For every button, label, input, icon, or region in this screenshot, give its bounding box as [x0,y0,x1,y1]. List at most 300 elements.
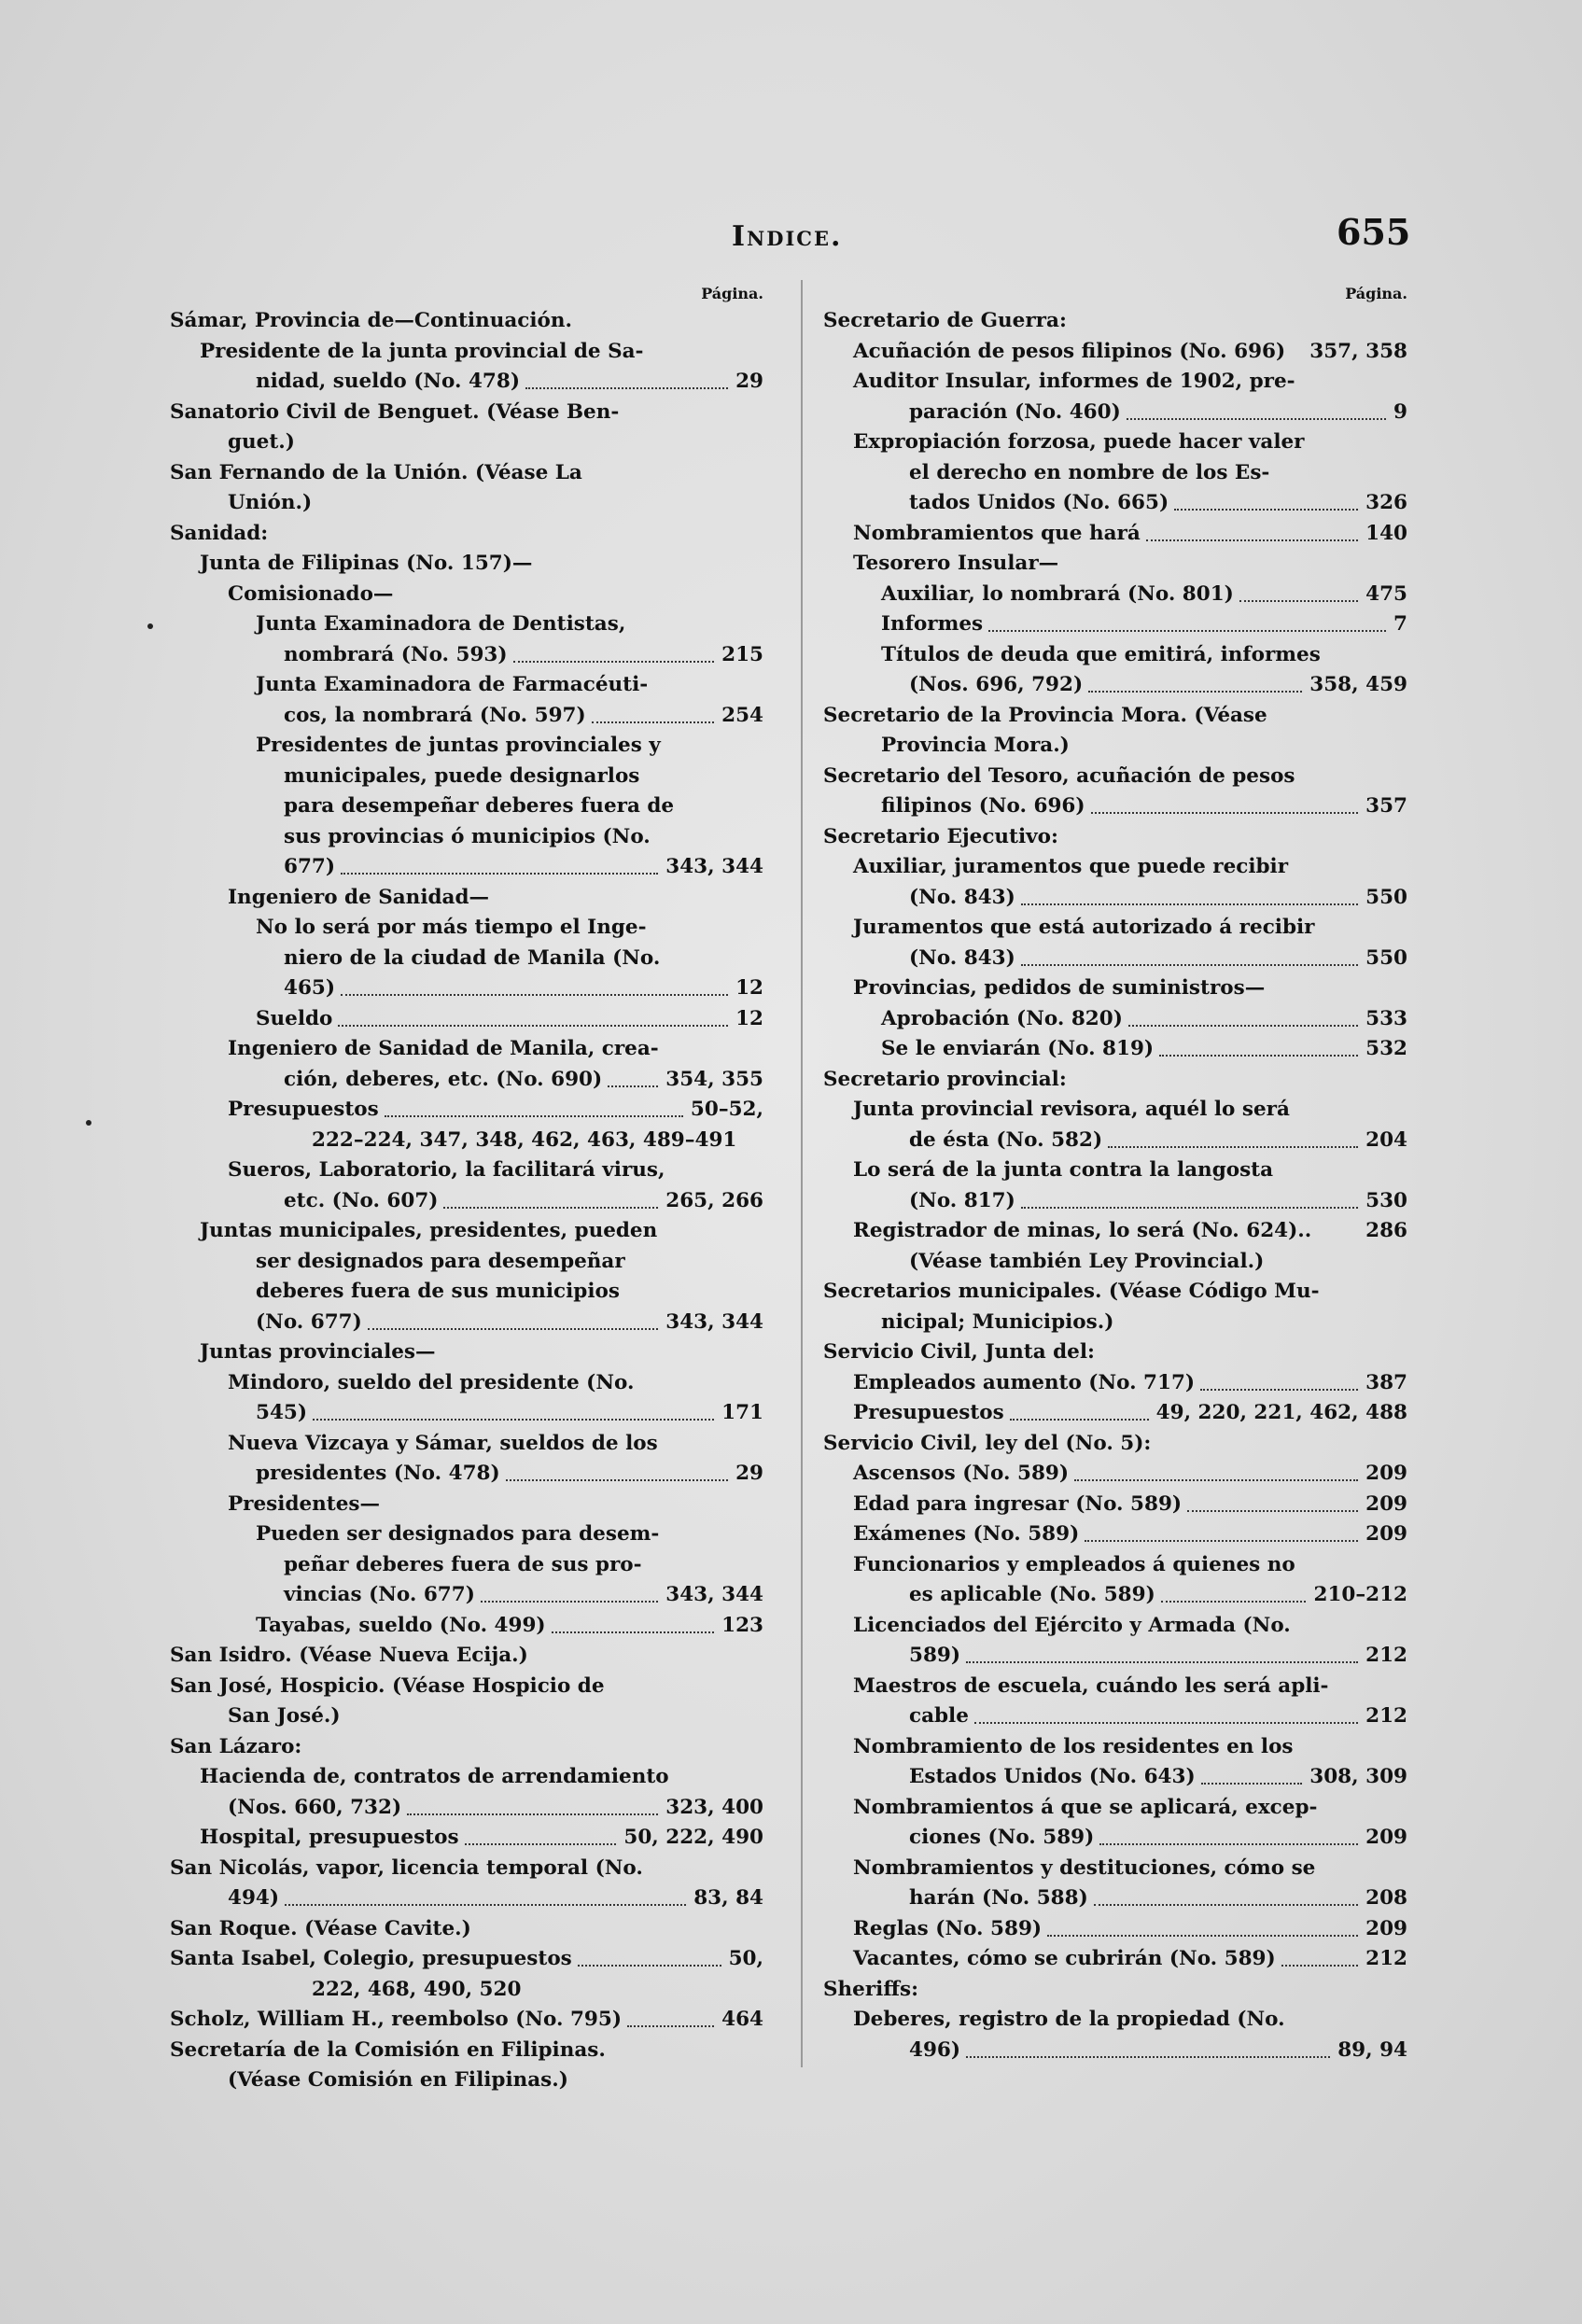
entry-text: ción, deberes, etc. (No. 690) [284,1067,603,1091]
left-entry-list [157,306,763,2096]
right-column [810,282,1407,2065]
page-reference: 83, 84 [693,1886,763,1910]
index-entry-line [157,1155,763,1186]
entry-text: Tayabas, sueldo (No. 499) [256,1613,546,1637]
index-entry-line [157,1247,763,1278]
entry-text: 494) [228,1886,280,1910]
index-entry-line [157,609,763,640]
entry-text: nicipal; Municipios.) [881,1309,1114,1334]
specks-mark [86,1120,91,1126]
page-reference: 209 [1365,1826,1407,1849]
entry-text: harán (No. 588) [909,1886,1088,1910]
dot-leader [481,1580,658,1603]
dot-leader [1159,1034,1358,1057]
entry-text: Junta provincial revisora, aquél lo será [853,1098,1290,1121]
entry-text: 496) [909,2037,961,2062]
dot-leader [513,640,714,663]
entry-text: Presidentes— [228,1491,381,1516]
index-entry-line [810,1034,1407,1065]
entry-text: Junta de Filipinas (No. 157)— [200,552,533,575]
entry-text: municipales, puede designarlos [284,763,640,788]
entry-text: Pueden ser designados para desem- [256,1522,660,1546]
entry-text: Auxiliar, juramentos que puede recibir [853,855,1289,878]
index-entry-line [810,762,1407,792]
index-entry-line [157,306,763,337]
entry-text: ciones (No. 589) [909,1826,1095,1849]
index-entry-line [810,1398,1407,1429]
index-entry-line [810,1155,1407,1186]
entry-text: Sámar, Provincia de—Continuación. [170,309,572,332]
index-entry-line [810,1337,1407,1368]
index-entry-line [157,1550,763,1581]
entry-text: de ésta (No. 582) [909,1127,1103,1152]
index-entry-line [810,701,1407,732]
dot-leader [1085,1519,1358,1542]
entry-text: San Lázaro: [170,1734,302,1758]
index-entry-line [157,1672,763,1702]
dot-leader [966,1641,1358,1663]
page-reference: 530 [1365,1188,1407,1212]
entry-text: San Isidro. (Véase Nueva Ecija.) [170,1644,528,1667]
index-entry-line [157,762,763,792]
dot-leader [338,1004,728,1027]
entry-text: San Roque. (Véase Cavite.) [170,1916,471,1940]
entry-text: Ingeniero de Sanidad de Manila, crea- [228,1037,659,1060]
index-entry-line [157,1823,763,1854]
entry-text: Reglas (No. 589) [853,1916,1043,1940]
index-entry-line [810,1975,1407,2006]
dot-leader [552,1611,714,1633]
specks-mark [147,623,153,629]
page-reference: 171 [721,1401,763,1424]
index-entry-line [810,1216,1407,1247]
index-entry-line [157,488,763,519]
index-entry-line [157,883,763,914]
index-entry-line [157,1641,763,1672]
dot-leader [465,1823,616,1845]
entry-text: Estados Unidos (No. 643) [909,1765,1196,1788]
index-entry-line [157,2065,763,2096]
page-reference: 343, 344 [665,855,763,878]
entry-text: Unión.) [228,491,313,514]
entry-text: Mindoro, sueldo del presidente (No. [228,1370,635,1394]
entry-text: Sueldo [256,1006,333,1030]
index-entry-line [810,1914,1407,1945]
entry-text: es aplicable (No. 589) [909,1583,1155,1606]
dot-leader [368,1308,658,1330]
entry-text: deberes fuera de sus municipios [256,1280,620,1303]
page-reference: 550 [1365,885,1407,909]
page-reference: 387 [1365,1370,1407,1394]
index-entry-line [157,427,763,458]
index-entry-line [157,791,763,822]
index-entry-line [157,367,763,398]
entry-text: Aprobación (No. 820) [881,1006,1123,1030]
index-entry-line [157,852,763,883]
page-reference: 212 [1365,1947,1407,1970]
entry-text: No lo será por más tiempo el Inge- [256,916,647,939]
page-reference: 209 [1365,1491,1407,1516]
entry-text: Hospital, presupuestos [200,1826,459,1849]
entry-text: (No. 843) [909,945,1015,970]
dot-leader [1127,398,1386,420]
page-reference: 215 [721,642,763,666]
index-entry-line [810,1095,1407,1126]
index-entry-line [810,1641,1407,1672]
entry-text: San Nicolás, vapor, licencia temporal (No. [170,1855,643,1880]
left-column-label: Página. [701,285,763,302]
index-entry-line [810,1883,1407,1914]
dot-leader [1047,1914,1358,1937]
index-entry-line [157,1004,763,1035]
index-entry-line [810,1823,1407,1854]
page-reference: 354, 355 [665,1067,763,1091]
dot-leader [1281,1944,1358,1967]
dot-leader [627,2005,714,2027]
index-entry-line [810,1126,1407,1156]
dot-leader [1021,1186,1358,1209]
index-entry-line [810,670,1407,701]
left-column [157,282,763,2096]
entry-text: Auxiliar, lo nombrará (No. 801) [881,581,1234,606]
dot-leader [1021,944,1358,966]
index-entry-line [157,1126,763,1156]
index-entry-line [157,1308,763,1338]
entry-text: Sueros, Laboratorio, la facilitará virus, [228,1158,665,1182]
entry-text: Secretaría de la Comisión en Filipinas. [170,2037,606,2062]
page-reference: 358, 459 [1309,673,1407,696]
entry-text: Secretario de Guerra: [823,309,1067,332]
dot-leader [407,1793,658,1815]
entry-text: (Nos. 696, 792) [909,673,1084,696]
index-entry-line [157,519,763,550]
index-entry-line [810,1580,1407,1611]
dot-leader [341,852,658,875]
page-reference: 204 [1365,1127,1407,1152]
entry-text: Tesorero Insular— [853,552,1059,575]
index-entry-line [157,549,763,580]
entry-text: niero de la ciudad de Manila (No. [284,945,661,970]
entry-text: Maestros de escuela, cuándo les será apli- [853,1673,1329,1698]
index-entry-line [810,640,1407,671]
entry-text: Lo será de la junta contra la langosta [853,1158,1274,1182]
dot-leader [1187,1490,1358,1512]
entry-text: 545) [256,1401,308,1424]
index-entry-line [810,1519,1407,1550]
entry-text: (No. 817) [909,1188,1015,1212]
entry-text: Servicio Civil, ley del (No. 5): [823,1431,1152,1455]
index-entry-line [157,2005,763,2036]
entry-text: Nombramientos á que se aplicará, excep- [853,1795,1318,1819]
page-reference: 209 [1365,1916,1407,1940]
dot-leader [385,1095,683,1117]
dot-leader [1099,1823,1358,1845]
index-entry-line [810,1732,1407,1763]
dot-leader [1128,1004,1358,1027]
entry-text: el derecho en nombre de los Es- [909,460,1270,484]
entry-text: Exámenes (No. 589) [853,1522,1080,1546]
index-entry-line [157,944,763,974]
index-entry-line [810,488,1407,519]
page-reference: 29 [735,1462,763,1485]
entry-text: Acuñación de pesos filipinos (No. 696) [853,339,1286,363]
index-entry-line [157,640,763,671]
column-divider [801,280,803,2067]
page-reference: 357, 358 [1309,339,1407,363]
dot-leader [443,1186,658,1209]
entry-text: Juntas provinciales— [200,1340,436,1364]
page-reference: 308, 309 [1309,1765,1407,1788]
index-entry-line [157,2036,763,2066]
index-entry-line [810,1701,1407,1732]
index-entry-line [157,1398,763,1429]
index-entry-line [810,1944,1407,1975]
dot-leader [1094,1883,1358,1906]
index-entry-line [157,1277,763,1308]
entry-text: nombrará (No. 593) [284,642,508,666]
dot-leader [1201,1762,1302,1785]
page-reference: 343, 344 [665,1309,763,1334]
entry-text: Títulos de deuda que emitirá, informes [881,642,1321,666]
entry-text: Juntas municipales, presidentes, pueden [200,1219,658,1242]
entry-text: Presidentes de juntas provinciales y [256,734,661,757]
index-entry-line [157,1519,763,1550]
entry-text: Nombramiento de los residentes en los [853,1734,1294,1758]
index-entry-line [810,1490,1407,1520]
index-entry-line [810,398,1407,428]
entry-text: vincias (No. 677) [284,1583,475,1606]
entry-text: sus provincias ó municipios (No. [284,824,651,848]
index-entry-line [157,1914,763,1945]
page-reference: 140 [1365,521,1407,545]
right-entry-list [810,306,1407,2065]
entry-text: nidad, sueldo (No. 478) [256,370,521,393]
dot-leader [1174,488,1358,511]
entry-text: Ingeniero de Sanidad— [228,885,489,909]
index-entry-line [157,337,763,368]
dot-leader [341,973,728,996]
dot-leader [1108,1126,1358,1148]
entry-text: Santa Isabel, Colegio, presupuestos [170,1947,572,1970]
entry-text: (Véase también Ley Provincial.) [909,1249,1265,1273]
index-entry-line [157,670,763,701]
page-reference: 29 [735,370,763,393]
index-entry-line [810,337,1407,368]
entry-text: Provincias, pedidos de suministros— [853,976,1266,1000]
entry-text: (Nos. 660, 732) [228,1795,402,1819]
page-reference: 212 [1365,1644,1407,1667]
entry-text: presidentes (No. 478) [256,1462,500,1485]
index-entry-line [810,2036,1407,2066]
index-entry-line [157,1186,763,1217]
entry-text: 589) [909,1644,961,1667]
page-reference: 357 [1365,794,1407,818]
page-reference: 89, 94 [1337,2037,1407,2062]
page-reference: 209 [1365,1462,1407,1485]
index-entry-line [157,1793,763,1824]
page-reference: 533 [1365,1006,1407,1030]
entry-text: Sanidad: [170,521,269,545]
entry-text: Presupuestos [228,1098,379,1121]
entry-text: filipinos (No. 696) [881,794,1085,818]
entry-text: (No. 677) [256,1309,362,1334]
page-reference: 123 [721,1613,763,1637]
page-reference: 49, 220, 221, 462, 488 [1155,1401,1407,1424]
dot-leader [506,1459,728,1481]
index-entry-line [157,1459,763,1490]
index-entry-line [810,791,1407,822]
dot-leader [592,701,714,723]
dot-leader [1146,519,1358,541]
entry-text: cos, la nombrará (No. 597) [284,703,586,727]
index-entry-line [810,519,1407,550]
index-entry-line [810,731,1407,762]
dot-leader [1091,791,1358,814]
page-reference: 7 [1393,612,1407,636]
page-reference: 50, 222, 490 [623,1826,763,1849]
index-entry-line [810,1459,1407,1490]
index-entry-line [157,913,763,944]
page-reference: 464 [721,2008,763,2031]
index-entry-line [810,1368,1407,1399]
index-entry-line [810,883,1407,914]
dot-leader [1200,1368,1358,1391]
entry-text: 677) [284,855,336,878]
dot-leader [1010,1398,1149,1421]
index-entry-line [157,1065,763,1096]
entry-text: ser designados para desempeñar [256,1249,625,1273]
index-entry-line [157,580,763,610]
entry-text: Sanatorio Civil de Benguet. (Véase Ben- [170,399,620,424]
entry-text: guet.) [228,430,295,454]
page-reference: 50, [728,1947,763,1970]
entry-text: Edad para ingresar (No. 589) [853,1491,1183,1516]
entry-text: Hacienda de, contratos de arrendamiento [200,1765,669,1788]
entry-text: Informes [881,612,984,636]
dot-leader [974,1701,1358,1724]
entry-text: Nombramientos y destituciones, cómo se [853,1855,1316,1880]
dot-leader [525,367,728,389]
right-column-label: Página. [1345,285,1407,302]
dot-leader [313,1398,714,1421]
index-entry-line [810,822,1407,853]
dot-leader [988,609,1386,632]
entry-text: Nombramientos que hará [853,521,1141,545]
dot-leader [608,1065,658,1087]
page-reference: 9 [1393,399,1407,424]
page-reference: 50–52, [690,1098,763,1121]
entry-text: 222, 468, 490, 520 [312,1977,522,2001]
index-entry-line [157,1611,763,1642]
index-entry-line [810,1793,1407,1824]
entry-text: Empleados aumento (No. 717) [853,1370,1196,1394]
entry-text: Secretario de la Provincia Mora. (Véase [823,703,1267,727]
index-entry-line [810,1277,1407,1308]
entry-text: Scholz, William H., reembolso (No. 795) [170,2008,623,2031]
index-entry-line [810,973,1407,1004]
page-reference: 323, 400 [665,1795,763,1819]
entry-text: Secretario del Tesoro, acuñación de pesos [823,763,1295,788]
entry-text: Nueva Vizcaya y Sámar, sueldos de los [228,1431,658,1455]
page-reference: 12 [735,1006,763,1030]
dot-leader [285,1883,686,1906]
entry-text: Deberes, registro de la propiedad (No. [853,2008,1285,2031]
index-entry-line [157,731,763,762]
entry-text: Registrador de minas, lo será (No. 624).. [853,1219,1312,1242]
index-entry-line [810,913,1407,944]
index-entry-line [810,580,1407,610]
index-entry-line [810,458,1407,489]
page-reference: 212 [1365,1704,1407,1728]
entry-text: Se le enviarán (No. 819) [881,1037,1155,1060]
entry-text: Junta Examinadora de Farmacéuti- [256,673,649,696]
entry-text: San Fernando de la Unión. (Véase La [170,460,582,484]
page-reference: 343, 344 [665,1583,763,1606]
entry-text: Juramentos que está autorizado á recibir [853,916,1315,939]
index-entry-line [157,1216,763,1247]
entry-text: 465) [284,976,336,1000]
page-reference: 550 [1365,945,1407,970]
index-entry-line [810,1854,1407,1884]
entry-text: Secretario provincial: [823,1067,1067,1091]
index-entry-line [810,549,1407,580]
index-entry-line [810,1672,1407,1702]
index-entry-line [810,1308,1407,1338]
index-entry-line [157,822,763,853]
entry-text: Expropiación forzosa, puede hacer valer [853,430,1305,454]
index-entry-line [157,973,763,1004]
index-entry-line [810,1004,1407,1035]
entry-text: Presidente de la junta provincial de Sa- [200,339,644,363]
index-entry-line [157,1368,763,1399]
index-entry-line [157,1854,763,1884]
page-reference: 12 [735,976,763,1000]
index-entry-line [810,1550,1407,1581]
entry-text: Servicio Civil, Junta del: [823,1340,1095,1364]
index-entry-line [157,701,763,732]
entry-text: Ascensos (No. 589) [853,1462,1070,1485]
index-entry-line [157,1034,763,1065]
page-reference: 265, 266 [665,1188,763,1212]
entry-text: San José, Hospicio. (Véase Hospicio de [170,1673,605,1698]
entry-text: Vacantes, cómo se cubrirán (No. 589) [853,1947,1276,1970]
entry-text: Junta Examinadora de Dentistas, [256,612,626,636]
index-entry-line [810,1247,1407,1278]
page-reference: 286 [1365,1219,1407,1242]
index-entry-line [157,1337,763,1368]
entry-text: (No. 843) [909,885,1015,909]
entry-text: Auditor Insular, informes de 1902, pre- [853,370,1295,393]
dot-leader [1021,883,1358,905]
index-entry-line [810,367,1407,398]
page-reference: 475 [1365,581,1407,606]
dot-leader [1088,670,1302,693]
index-entry-line [157,458,763,489]
entry-text: Funcionarios y empleados á quienes no [853,1552,1295,1576]
index-entry-line [810,1065,1407,1096]
page-reference: 254 [721,703,763,727]
entry-text: para desempeñar deberes fuera de [284,794,675,818]
dot-leader [1161,1580,1306,1603]
index-entry-line [810,2005,1407,2036]
entry-text: Secretario Ejecutivo: [823,824,1058,848]
entry-text: peñar deberes fuera de sus pro- [284,1552,642,1576]
dot-leader [966,2036,1330,2058]
dot-leader [578,1944,721,1967]
index-entry-line [810,1429,1407,1460]
page-reference: 532 [1365,1037,1407,1060]
dot-leader [1239,580,1358,602]
